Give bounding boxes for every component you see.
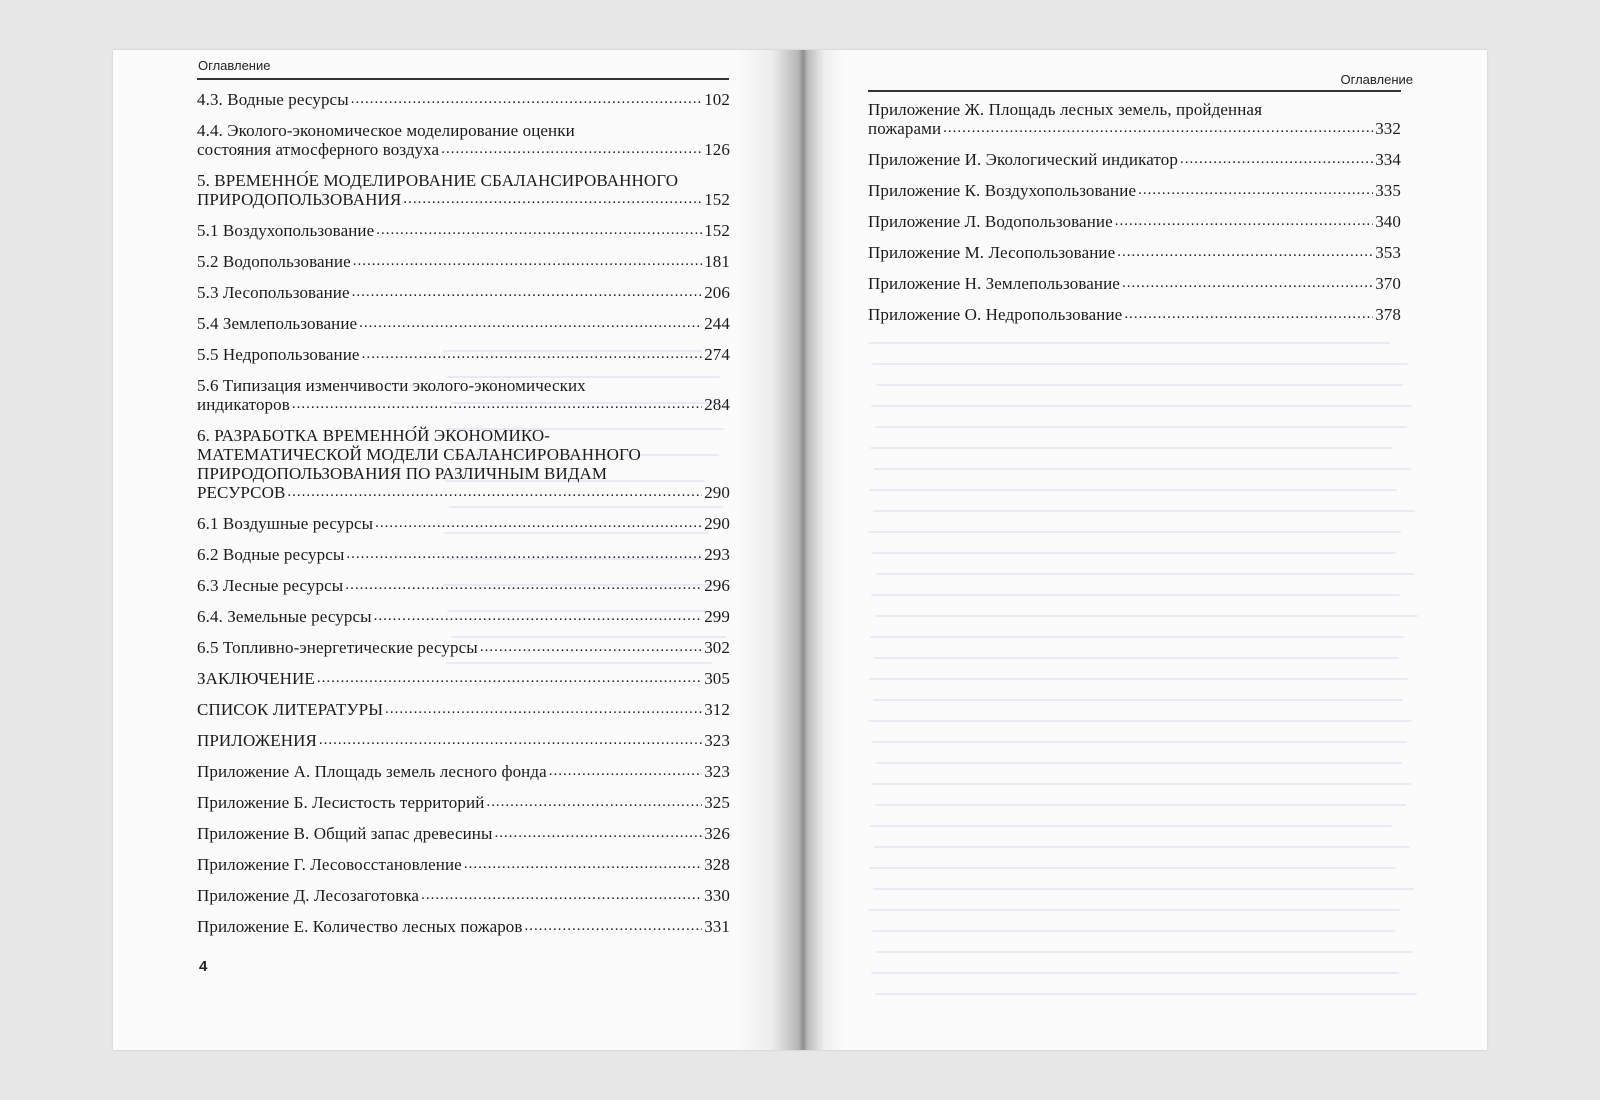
toc-page-number: 323 bbox=[704, 762, 730, 781]
toc-entry bbox=[197, 283, 730, 302]
bleed-through-line bbox=[874, 846, 1410, 848]
bleed-through-line bbox=[874, 468, 1411, 470]
dot-leader bbox=[1117, 243, 1373, 262]
toc-entry-title: ПРИРОДОПОЛЬЗОВАНИЯ bbox=[197, 190, 402, 209]
toc-page-number: 274 bbox=[704, 345, 730, 364]
toc-entry-title: РЕСУРСОВ bbox=[197, 483, 286, 502]
dot-leader bbox=[1124, 305, 1373, 324]
toc-entry bbox=[868, 274, 1401, 293]
toc-page-number: 296 bbox=[704, 576, 730, 595]
toc-entry bbox=[197, 314, 730, 333]
toc-entry-title-line: Приложение Ж. Площадь лесных земель, пройденная bbox=[868, 100, 1262, 119]
toc-entry-title: 5.3 Лесопользование bbox=[197, 283, 350, 302]
toc-entry-title: 6.3 Лесные ресурсы bbox=[197, 576, 344, 595]
toc-entry bbox=[197, 545, 730, 564]
toc-entry-title: 5.1 Воздухопользование bbox=[197, 221, 375, 240]
toc-entry bbox=[868, 150, 1401, 169]
dot-leader bbox=[374, 607, 703, 626]
toc-page-number: 290 bbox=[704, 514, 730, 533]
dot-leader bbox=[525, 917, 703, 936]
bleed-through-line bbox=[875, 804, 1406, 806]
dot-leader bbox=[345, 576, 702, 595]
toc-entry-title: 6.1 Воздушные ресурсы bbox=[197, 514, 374, 533]
bleed-through-line bbox=[875, 993, 1417, 995]
bleed-through-line bbox=[872, 741, 1407, 743]
toc-entry bbox=[197, 171, 730, 209]
dot-leader bbox=[403, 190, 702, 209]
toc-entry bbox=[197, 345, 730, 364]
toc-page-number: 370 bbox=[1375, 274, 1401, 293]
gutter-shadow bbox=[804, 50, 844, 1050]
bleed-through-line bbox=[871, 783, 1411, 785]
bleed-through-line bbox=[870, 636, 1404, 638]
toc-entry bbox=[197, 762, 730, 781]
dot-leader bbox=[362, 345, 703, 364]
bleed-through-line bbox=[868, 909, 1400, 911]
toc-page-number: 332 bbox=[1375, 119, 1401, 138]
toc-entry bbox=[197, 700, 730, 719]
bleed-through-line bbox=[872, 363, 1408, 365]
toc-page-number: 331 bbox=[704, 917, 730, 936]
toc-entry-title-line: 4.4. Эколого-экономическое моделирование оценки bbox=[197, 121, 575, 140]
toc-page-number: 378 bbox=[1375, 305, 1401, 324]
dot-leader bbox=[375, 514, 702, 533]
table-of-contents bbox=[197, 90, 730, 948]
dot-leader bbox=[319, 731, 702, 750]
dot-leader bbox=[317, 669, 702, 688]
bleed-through-line bbox=[868, 720, 1412, 722]
gutter-shadow bbox=[734, 50, 804, 1050]
toc-entry bbox=[197, 376, 730, 414]
toc-entry bbox=[197, 221, 730, 240]
bleed-through-line bbox=[872, 552, 1396, 554]
toc-entry-title: ЗАКЛЮЧЕНИЕ bbox=[197, 669, 315, 688]
bleed-through-line bbox=[876, 573, 1414, 575]
toc-entry-title: 6.4. Земельные ресурсы bbox=[197, 607, 372, 626]
toc-entry bbox=[868, 305, 1401, 324]
bleed-through-line bbox=[876, 384, 1403, 386]
dot-leader bbox=[441, 140, 702, 159]
page-number: 4 bbox=[199, 958, 208, 975]
toc-entry-title: Приложение Н. Землепользование bbox=[868, 274, 1120, 293]
toc-entry-title: 5.5 Недропользование bbox=[197, 345, 360, 364]
dot-leader bbox=[421, 886, 702, 905]
toc-entry-title: 4.3. Водные ресурсы bbox=[197, 90, 349, 109]
toc-entry bbox=[868, 181, 1401, 200]
toc-entry-title: Приложение К. Воздухопользование bbox=[868, 181, 1137, 200]
bleed-through-line bbox=[873, 510, 1415, 512]
bleed-through-line bbox=[875, 426, 1407, 428]
bleed-through-line bbox=[869, 489, 1397, 491]
toc-page-number: 284 bbox=[704, 395, 730, 414]
toc-page-number: 334 bbox=[1375, 150, 1401, 169]
toc-entry-title: СПИСОК ЛИТЕРАТУРЫ bbox=[197, 700, 384, 719]
toc-entry bbox=[868, 100, 1401, 138]
bleed-through-line bbox=[874, 657, 1399, 659]
dot-leader bbox=[549, 762, 702, 781]
toc-entry bbox=[197, 426, 730, 502]
toc-page-number: 302 bbox=[704, 638, 730, 657]
right-page bbox=[804, 50, 1487, 1050]
toc-entry bbox=[197, 252, 730, 271]
dot-leader bbox=[292, 395, 702, 414]
toc-page-number: 152 bbox=[704, 190, 730, 209]
toc-page-number: 293 bbox=[704, 545, 730, 564]
bleed-through-line bbox=[868, 342, 1390, 344]
toc-entry bbox=[197, 793, 730, 812]
toc-entry-title: Приложение И. Экологический индикатор bbox=[868, 150, 1178, 169]
toc-page-number: 340 bbox=[1375, 212, 1401, 231]
running-head: Оглавление bbox=[1340, 72, 1413, 87]
toc-entry-title-line: 6. РАЗРАБОТКА ВРЕМЕННО́Й ЭКОНОМИКО- МАТЕМАТИЧЕСКОЙ МОДЕЛИ СБАЛАНСИРОВАННОГО ПРИРОДОПОЛЬЗОВАНИЯ ПО РАЗЛИЧНЫМ ВИДАМ bbox=[197, 426, 641, 483]
toc-entry-title: Приложение А. Площадь земель лесного фонда bbox=[197, 762, 547, 781]
header-rule bbox=[197, 78, 729, 80]
bleed-through-line bbox=[871, 405, 1412, 407]
dot-leader bbox=[353, 252, 702, 271]
dot-leader bbox=[1180, 150, 1373, 169]
dot-leader bbox=[480, 638, 702, 657]
dot-leader bbox=[495, 824, 703, 843]
dot-leader bbox=[1122, 274, 1373, 293]
toc-entry bbox=[868, 212, 1401, 231]
dot-leader bbox=[359, 314, 702, 333]
toc-page-number: 126 bbox=[704, 140, 730, 159]
bleed-through-line bbox=[869, 678, 1408, 680]
dot-leader bbox=[943, 119, 1373, 138]
bleed-through-line bbox=[873, 699, 1403, 701]
toc-entry bbox=[868, 243, 1401, 262]
toc-page-number: 206 bbox=[704, 283, 730, 302]
toc-entry-title-line: 5.6 Типизация изменчивости эколого-экономических bbox=[197, 376, 586, 395]
toc-page-number: 326 bbox=[704, 824, 730, 843]
toc-entry bbox=[197, 121, 730, 159]
toc-entry-title: 6.5 Топливно-энергетические ресурсы bbox=[197, 638, 478, 657]
bleed-through-line bbox=[872, 930, 1395, 932]
toc-entry-title: состояния атмосферного воздуха bbox=[197, 140, 440, 159]
dot-leader bbox=[287, 483, 702, 502]
toc-entry-title: Приложение О. Недропользование bbox=[868, 305, 1123, 324]
toc-page-number: 323 bbox=[704, 731, 730, 750]
toc-entry-title: ПРИЛОЖЕНИЯ bbox=[197, 731, 317, 750]
toc-page-number: 290 bbox=[704, 483, 730, 502]
toc-page-number: 335 bbox=[1375, 181, 1401, 200]
toc-page-number: 305 bbox=[704, 669, 730, 688]
dot-leader bbox=[352, 283, 703, 302]
toc-page-number: 330 bbox=[704, 886, 730, 905]
bleed-through-line bbox=[869, 867, 1396, 869]
toc-entry bbox=[197, 824, 730, 843]
dot-leader bbox=[486, 793, 702, 812]
bleed-through-line bbox=[875, 615, 1418, 617]
dot-leader bbox=[376, 221, 702, 240]
bleed-through-line bbox=[873, 888, 1414, 890]
table-of-contents bbox=[868, 100, 1401, 336]
toc-page-number: 353 bbox=[1375, 243, 1401, 262]
toc-entry-title: Приложение Е. Количество лесных пожаров bbox=[197, 917, 523, 936]
toc-entry-title: Приложение Г. Лесовосстановление bbox=[197, 855, 462, 874]
toc-entry bbox=[197, 669, 730, 688]
bleed-through-line bbox=[871, 972, 1399, 974]
toc-entry-title: 6.2 Водные ресурсы bbox=[197, 545, 345, 564]
toc-entry-title: Приложение Д. Лесозаготовка bbox=[197, 886, 420, 905]
toc-entry-title-line: 5. ВРЕМЕННО́Е МОДЕЛИРОВАНИЕ СБАЛАНСИРОВАННОГО bbox=[197, 171, 679, 190]
bleed-through-line bbox=[876, 762, 1402, 764]
toc-entry-title: Приложение В. Общий запас древесины bbox=[197, 824, 493, 843]
header-rule bbox=[868, 90, 1401, 92]
dot-leader bbox=[1138, 181, 1373, 200]
bleed-through-line bbox=[870, 825, 1392, 827]
dot-leader bbox=[346, 545, 702, 564]
toc-entry-title: 5.4 Землепользование bbox=[197, 314, 358, 333]
dot-leader bbox=[351, 90, 702, 109]
toc-entry-title: 5.2 Водопользование bbox=[197, 252, 351, 271]
toc-entry bbox=[197, 638, 730, 657]
toc-page-number: 325 bbox=[704, 793, 730, 812]
dot-leader bbox=[1115, 212, 1373, 231]
toc-entry-title: индикаторов bbox=[197, 395, 290, 414]
toc-entry bbox=[197, 731, 730, 750]
open-book bbox=[113, 50, 1487, 1050]
toc-entry bbox=[197, 90, 730, 109]
toc-page-number: 102 bbox=[704, 90, 730, 109]
toc-page-number: 299 bbox=[704, 607, 730, 626]
toc-entry bbox=[197, 514, 730, 533]
toc-entry-title: Приложение Б. Лесистость территорий bbox=[197, 793, 485, 812]
toc-page-number: 152 bbox=[704, 221, 730, 240]
bleed-through-line bbox=[871, 594, 1400, 596]
toc-entry-title: пожарами bbox=[868, 119, 942, 138]
toc-entry bbox=[197, 576, 730, 595]
left-page bbox=[113, 50, 804, 1050]
running-head: Оглавление bbox=[198, 58, 271, 73]
toc-page-number: 312 bbox=[704, 700, 730, 719]
toc-entry bbox=[197, 917, 730, 936]
toc-entry-title: Приложение Л. Водопользование bbox=[868, 212, 1113, 231]
dot-leader bbox=[385, 700, 702, 719]
toc-entry bbox=[197, 607, 730, 626]
toc-entry-title: Приложение М. Лесопользование bbox=[868, 243, 1116, 262]
toc-page-number: 181 bbox=[704, 252, 730, 271]
bleed-through-line bbox=[870, 447, 1393, 449]
dot-leader bbox=[464, 855, 702, 874]
toc-entry bbox=[197, 886, 730, 905]
toc-page-number: 328 bbox=[704, 855, 730, 874]
bleed-through-line bbox=[868, 531, 1401, 533]
toc-page-number: 244 bbox=[704, 314, 730, 333]
toc-entry bbox=[197, 855, 730, 874]
bleed-through-line bbox=[876, 951, 1413, 953]
